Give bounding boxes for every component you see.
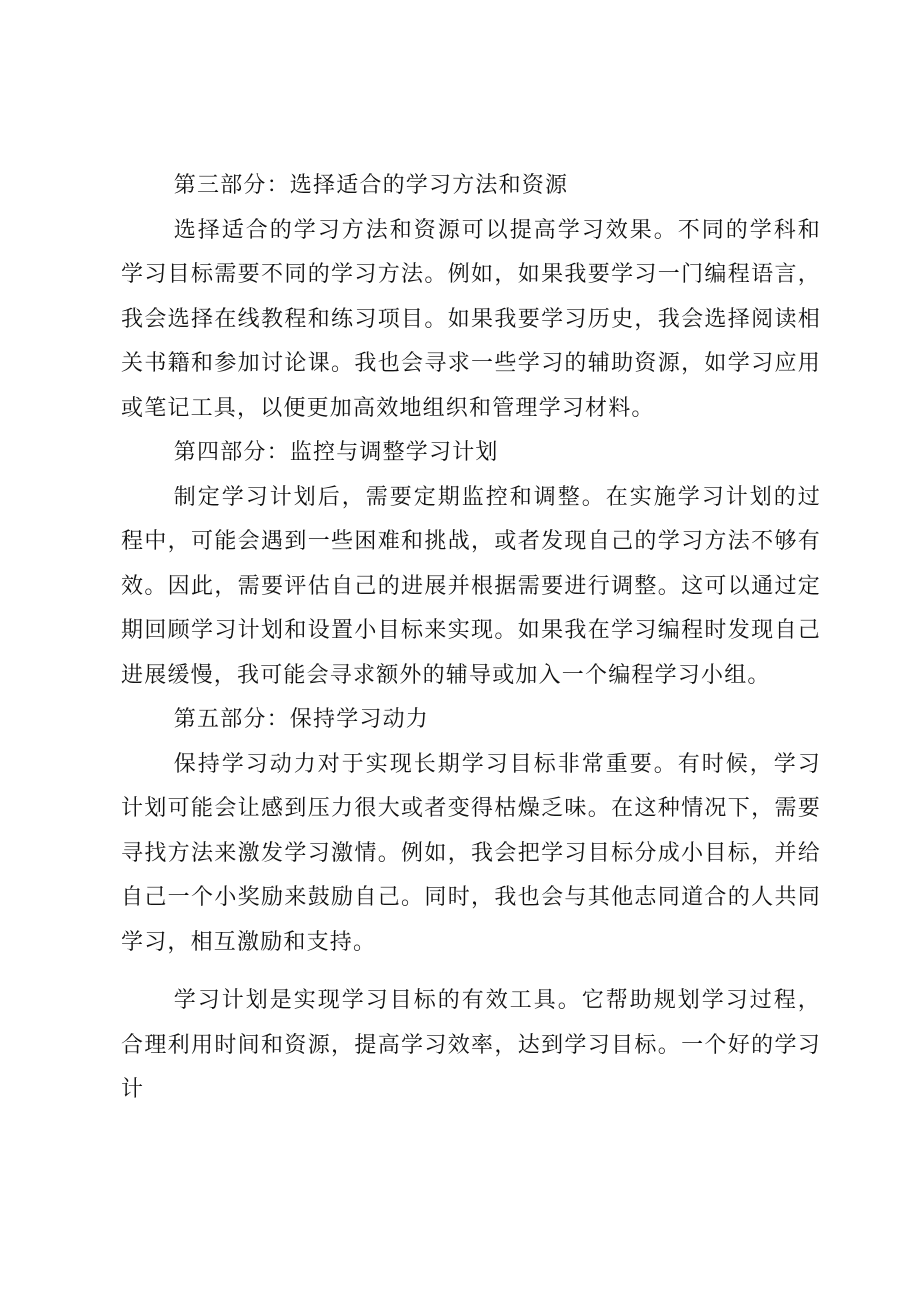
- section-3-paragraph: 选择适合的学习方法和资源可以提高学习效果。不同的学科和学习目标需要不同的学习方法。例如，如果我要学习一门编程语言，我会选择在线教程和练习项目。如果我要学习历史，我会选择阅读相关书籍和参加讨论课。我也会寻求一些学习的辅助资源，如学习应用或笔记工具，以便更加高效地组织和管理学习材料。: [121, 217, 821, 421]
- section-4-heading: 第四部分：监控与调整学习计划: [173, 440, 499, 465]
- section-5-heading: 第五部分：保持学习动力: [173, 707, 429, 732]
- section-5-paragraph: 保持学习动力对于实现长期学习目标非常重要。有时候，学习计划可能会让感到压力很大或者变得枯燥乏味。在这种情况下，需要寻找方法来激发学习激情。例如，我会把学习目标分成小目标，并给自己一个小奖励来鼓励自己。同时，我也会与其他志同道合的人共同学习，相互激励和支持。: [121, 751, 821, 955]
- conclusion-paragraph: 学习计划是实现学习目标的有效工具。它帮助规划学习过程，合理利用时间和资源，提高学习效率，达到学习目标。一个好的学习计: [121, 988, 821, 1102]
- section-3-heading: 第三部分：选择适合的学习方法和资源: [173, 173, 569, 198]
- document-body: [121, 164, 821, 1113]
- paragraph-gap: [121, 965, 821, 979]
- section-4-paragraph: 制定学习计划后，需要定期监控和调整。在实施学习计划的过程中，可能会遇到一些困难和挑战，或者发现自己的学习方法不够有效。因此，需要评估自己的进展并根据需要进行调整。这可以通过定期回顾学习计划和设置小目标来实现。如果我在学习编程时发现自己进展缓慢，我可能会寻求额外的辅导或加入一个编程学习小组。: [121, 484, 821, 688]
